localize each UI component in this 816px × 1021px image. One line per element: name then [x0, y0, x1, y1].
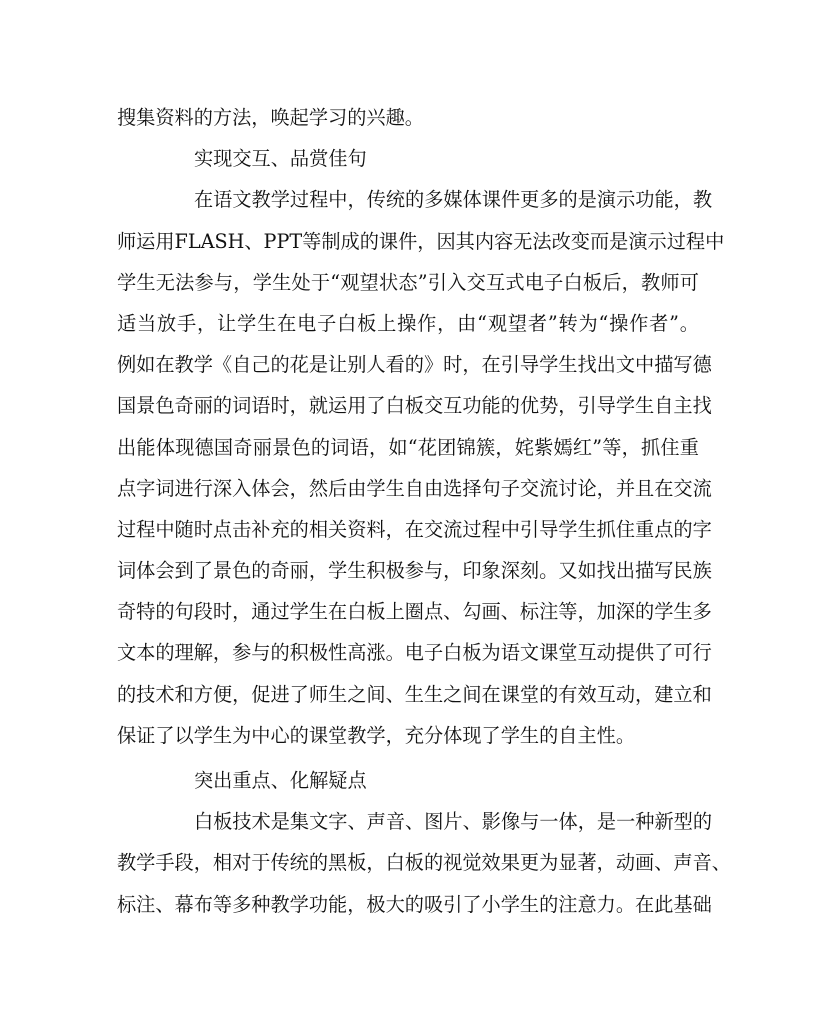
document-page: [117, 97, 731, 925]
section-heading: 实现交互、品赏佳句: [194, 147, 367, 171]
paragraph-line: 教学手段，相对于传统的黑板，白板的视觉效果更为显著，动画、声音、: [117, 851, 731, 875]
paragraph-line: 保证了以学生为中心的课堂教学，充分体现了学生的自主性。: [117, 723, 636, 747]
section-heading: 突出重点、化解疑点: [194, 769, 367, 792]
paragraph-line: 过程中随时点击补充的相关资料，在交流过程中引导学生抓住重点的字: [117, 517, 712, 541]
paragraph-line: 学生无法参与，学生处于“观望状态”引入交互式电子白板后，教师可: [117, 270, 699, 294]
paragraph-line: 奇特的句段时，通过学生在白板上圈点、勾画、标注等，加深的学生多: [117, 600, 712, 624]
paragraph-line: 点字词进行深入体会，然后由学生自由选择句子交流讨论，并且在交流: [117, 476, 712, 500]
paragraph-line: 的技术和方便，促进了师生之间、生生之间在课堂的有效互动，建立和: [117, 682, 712, 706]
paragraph-line: 例如在教学《自己的花是让别人看的》时，在引导学生找出文中描写德: [117, 353, 712, 377]
paragraph-line: 师运用FLASH、PPT等制成的课件，因其内容无法改变而是演示过程中: [117, 229, 725, 253]
paragraph-line: 搜集资料的方法，唤起学习的兴趣。: [117, 106, 424, 129]
paragraph-line: 词体会到了景色的奇丽，学生积极参与，印象深刻。又如找出描写民族: [117, 559, 712, 583]
paragraph-line: 白板技术是集文字、声音、图片、影像与一体，是一种新型的: [194, 810, 713, 834]
paragraph-line: 国景色奇丽的词语时，就运用了白板交互功能的优势，引导学生自主找: [117, 394, 712, 418]
paragraph-line: 适当放手，让学生在电子白板上操作，由“观望者”转为“操作者”。: [117, 311, 699, 335]
paragraph-line: 标注、幕布等多种教学功能，极大的吸引了小学生的注意力。在此基础: [117, 892, 712, 916]
paragraph-line: 文本的理解，参与的积极性高涨。电子白板为语文课堂互动提供了可行: [117, 641, 712, 665]
paragraph-line: 出能体现德国奇丽景色的词语，如“花团锦簇，姹紫嫣红”等，抓住重: [117, 435, 699, 459]
paragraph-line: 在语文教学过程中，传统的多媒体课件更多的是演示功能，教: [194, 188, 713, 212]
